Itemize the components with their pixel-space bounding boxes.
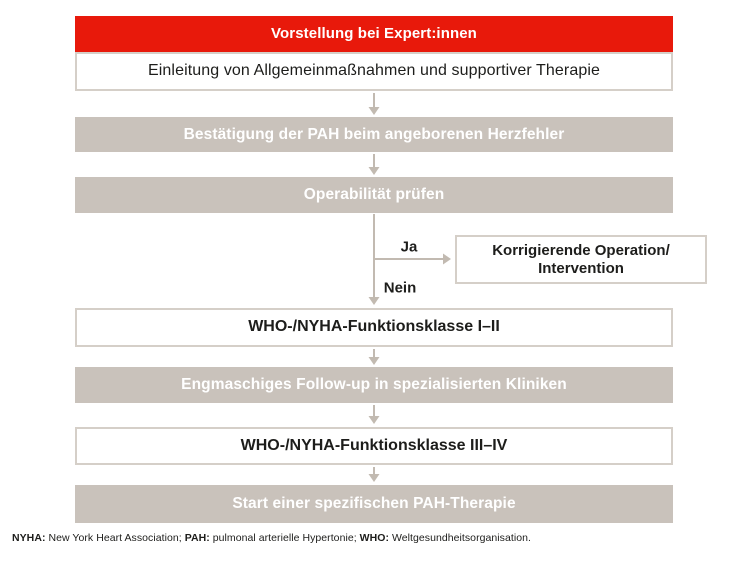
step-box-operabilitaet: Operabilität prüfen [75, 177, 673, 213]
arrow-engmaschiges-to-who34 [369, 405, 380, 424]
step-box-korrigierende-operation [455, 235, 707, 284]
arrow-einleitung-to-bestaetigung [369, 93, 380, 115]
korrigierende-line1: Korrigierende Operation/ [492, 242, 670, 260]
branch-label-ja: Ja [400, 238, 418, 256]
arrow-who34-to-start [369, 467, 380, 482]
footnote-text-nyha: New York Heart Association; [45, 532, 185, 544]
footnote-text-who: Weltgesundheitsorganisation. [389, 532, 531, 544]
abbreviations-footnote [12, 532, 738, 544]
step-box-einleitung: Einleitung von Allgemeinmaßnahmen und supportiver Therapie [75, 52, 673, 91]
step-box-start-pah-therapie: Start einer spezifischen PAH-Therapie [75, 485, 673, 523]
branch-vertical-nein-arrow [369, 214, 380, 305]
footnote-abbr-who: WHO: [359, 532, 390, 544]
header-box-vorstellung: Vorstellung bei Expert:innen [75, 16, 673, 52]
footnote-abbr-nyha: NYHA: [12, 532, 46, 544]
arrow-bestaetigung-to-operabilitaet [369, 154, 380, 175]
step-box-who-nyha-3-4: WHO-/NYHA-Funktionsklasse III–IV [75, 427, 673, 465]
step-box-who-nyha-1-2: WHO-/NYHA-Funktionsklasse I–II [75, 308, 673, 347]
footnote-text-pah: pulmonal arterielle Hypertonie; [209, 532, 360, 544]
branch-label-nein: Nein [383, 279, 417, 297]
korrigierende-line2: Intervention [538, 259, 624, 277]
step-box-engmaschiges-followup: Engmaschiges Follow-up in spezialisierten Kliniken [75, 367, 673, 403]
arrow-who12-to-engmaschiges [369, 349, 380, 365]
footnote-abbr-pah: PAH: [184, 532, 210, 544]
step-box-bestaetigung: Bestätigung der PAH beim angeborenen Herzfehler [75, 117, 673, 152]
